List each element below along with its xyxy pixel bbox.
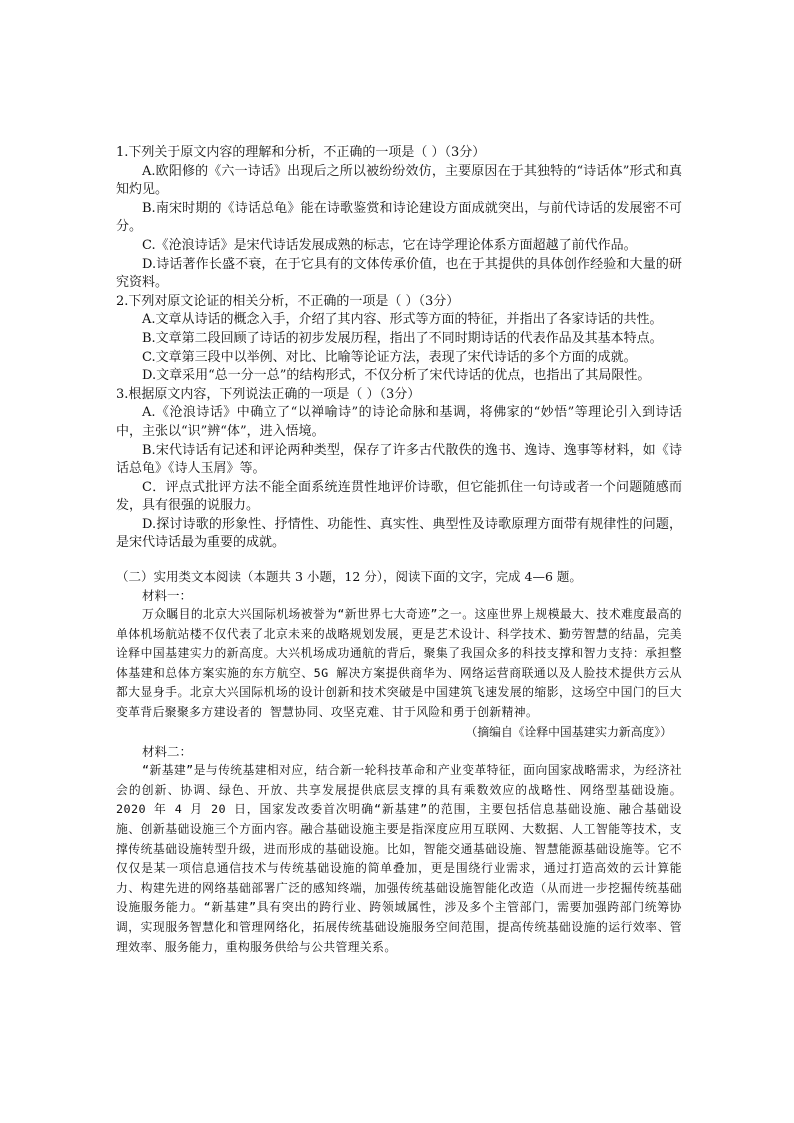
material-2-text: “新基建”是与传统基建相对应，结合新一轮科技革命和产业变革特征，面向国家战略需求，为经济社会的创新、协调、绿色、开放、共享发展提供底层支撑的具有乘数效应的战略性、网络型基础设施。2020 年 4 月 20 日，国家发改委首次明确“新基建”的范围，主要包括信息基础设施、融合基础设施、创新基础设施三个方面内容。融合基础设施主要是指深度应用互联网、大数据、人工智能等技术，支撑传统基础设施转型升级，进而形成的基础设施。比如，智能交通基础设施、智慧能源基础设施等。它不仅仅是某一项信息通信技术与传统基础设施的简单叠加，更是围绕行业需求，通过打造高效的云计算能力、构建先进的网络基础部署广泛的感知终端，加强传统基础设施智能化改造（从而进一步挖掘传统基础设施服务能力。“新基建”具有突出的跨行业、跨领域属性，涉及多个主管部门，需要加强跨部门统筹协调，实现服务智慧化和管理网络化，拓展传统基础设施服务空间范围，提高传统基础设施的运行效率、管理效率、服务能力，重构服务供给与公共管理关系。 — [116, 763, 682, 954]
material-1-label: 材料一： — [142, 588, 193, 604]
material-2-label: 材料二： — [142, 744, 193, 760]
material-1-source: （摘编自《诠释中国基建实力新高度》） — [465, 724, 672, 739]
question-3-stem: 3.根据原文内容，下列说法正确的一项是（ ）（3分） — [116, 386, 421, 402]
section-heading: （二）实用类文本阅读（本题共 3 小题，12 分），阅读下面的文字，完成 4—6 题。 — [116, 569, 582, 585]
exam-page — [116, 144, 682, 957]
question-1-option-b: B.南宋时期的《诗话总龟》能在诗歌鉴赏和诗论建设方面成就突出，与前代诗话的发展密不可分。 — [116, 200, 682, 235]
question-1-option-d: D.诗话著作长盛不衰，在于它具有的文体传承价值，也在于其提供的具体创作经验和大量的研究资料。 — [116, 256, 682, 291]
question-2-option-c: C.文章第三段中以举例、对比、比喻等论证方法，表现了宋代诗话的多个方面的成就。 — [142, 349, 637, 365]
question-2-option-a: A.文章从诗话的概念入手，介绍了其内容、形式等方面的特征，并指出了各家诗话的共性。 — [142, 312, 663, 328]
question-3-option-c: C．评点式批评方法不能全面系统连贯性地评价诗歌，但它能抓住一句诗或者一个问题随感而发，具有很强的说服力。 — [116, 479, 682, 514]
question-1-option-a: A.欧阳修的《六一诗话》出现后之所以被纷纷效仿，主要原因在于其独特的“诗话体”形式和真知灼见。 — [116, 163, 682, 198]
question-1-stem: 1.下列关于原文内容的理解和分析，不正确的一项是（ ）（3分） — [116, 145, 486, 160]
question-2-stem: 2.下列对原文论证的相关分析，不正确的一项是（ ）（3分） — [116, 293, 460, 309]
question-2-option-b: B.文章第二段回顾了诗话的初步发展历程，指出了不同时期诗话的代表作品及其基本特点。 — [142, 330, 663, 346]
question-3-option-a: A.《沧浪诗话》中确立了“以禅喻诗”的诗论命脉和基调，将佛家的“妙悟”等理论引入到诗话中，主张以“识”辨“体”，进入悟境。 — [116, 405, 682, 439]
question-3-option-d: D.探讨诗歌的形象性、抒情性、功能性、真实性、典型性及诗歌原理方面带有规律性的问题，是宋代诗话最为重要的成就。 — [116, 516, 682, 551]
question-2-option-d: D.文章采用“总一分一总”的结构形式，不仅分析了宋代诗话的优点，也指出了其局限性。 — [142, 368, 651, 384]
question-3-option-b: B.宋代诗话有记述和评论两种类型，保存了许多古代散佚的逸书、逸诗、逸事等材料，如《诗话总龟》《诗人玉屑》等。 — [116, 442, 682, 477]
material-1-text: 万众瞩目的北京大兴国际机场被誉为“新世界七大奇迹”之一。这座世界上规模最大、技术难度最高的单体机场航站楼不仅代表了北京未来的战略规划发展，更是艺术设计、科学技术、勤劳智慧的结晶，完美诠释中国基建实力的新高度。大兴机场成功通航的背后，聚集了我国众多的科技支撑和智力支持：承担整体基建和总体方案实施的东方航空、5G 解决方案提供商华为、网络运营商联通以及人脸技术提供方云从都大显身手。北京大兴国际机场的设计创新和技术突破是中国建筑飞速发展的缩影，这场空中国门的巨大变革背后聚聚多方建设者的 智慧协同、攻坚克难、甘于风险和勇于创新精神。 — [116, 607, 682, 720]
question-1-option-c: C.《沧浪诗话》是宋代诗话发展成熟的标志，它在诗学理论体系方面超越了前代作品。 — [142, 237, 637, 253]
